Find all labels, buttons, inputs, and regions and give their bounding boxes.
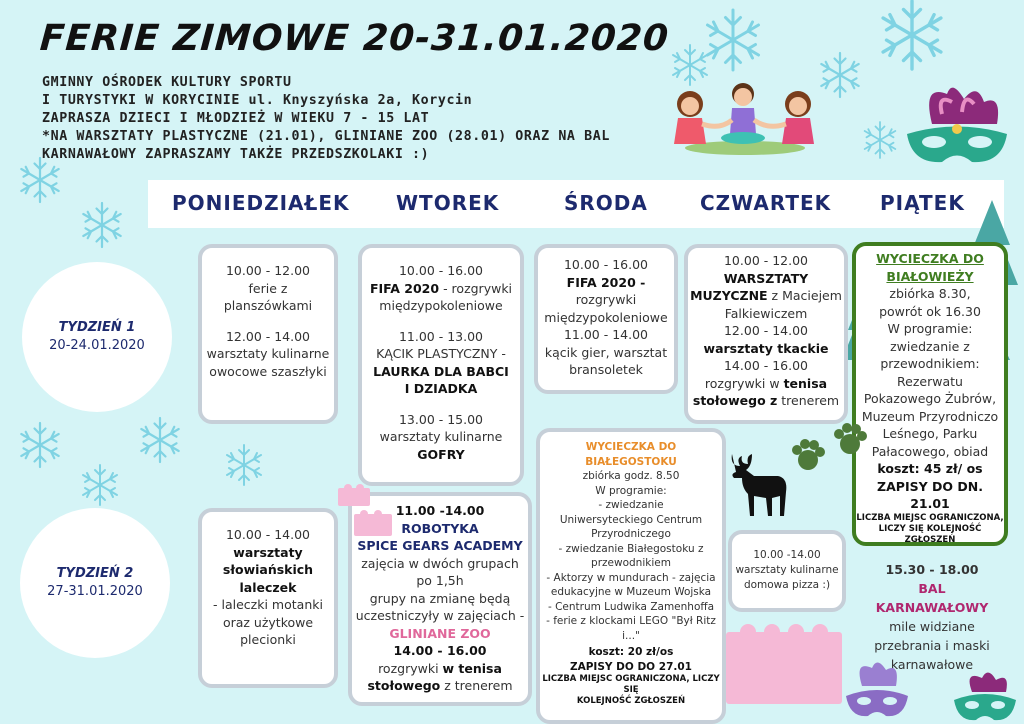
trip-line: - zwiedzanie Białegostoku z	[558, 542, 704, 555]
time: 10.00 -14.00	[753, 549, 821, 561]
activity-bold: stołowego	[367, 678, 441, 693]
week-dates: 27-31.01.2020	[47, 584, 143, 599]
time: 10.00 - 16.00	[398, 263, 484, 278]
activity: trenerem	[777, 393, 840, 408]
activity: przebrania i maski	[874, 638, 990, 653]
activity: planszówkami	[223, 298, 313, 313]
time: 11.00 - 14.00	[563, 327, 648, 342]
trip-line: Pałacowego, obiad	[871, 443, 989, 459]
time: 10.00 - 12.00	[723, 253, 809, 268]
moose-icon	[726, 448, 792, 518]
day-tuesday: WTOREK	[396, 191, 500, 215]
activity: rozgrywki	[378, 660, 443, 676]
activity: grupy na zmianę będą	[369, 590, 511, 606]
intro-line: ZAPRASZA DZIECI I MŁODZIEŻ W WIEKU 7 - 15 LAT	[42, 111, 430, 126]
day-friday: PIĄTEK	[880, 191, 965, 215]
trip-bialowieza-link[interactable]: WYCIECZKA DO	[876, 251, 984, 266]
activity-bold: laleczek	[239, 579, 297, 595]
trip-line: W programie:	[595, 484, 667, 497]
trip-deadline: ZAPISY DO DN. 21.01	[877, 478, 983, 511]
week-1-circle	[22, 262, 172, 412]
intro-line: GMINNY OŚRODEK KULTURY SPORTU	[42, 75, 292, 90]
activity: z trenerem	[440, 678, 513, 693]
activity-bold: warsztaty tkackie	[703, 340, 829, 356]
trip-line: i..."	[622, 629, 640, 642]
paw-icon	[832, 422, 868, 458]
trip-line: W programie:	[887, 321, 973, 336]
snowflake-icon	[227, 445, 261, 485]
time: 14.00 - 16.00	[393, 643, 487, 658]
activity: KĄCIK PLASTYCZNY -	[376, 346, 506, 361]
trip-line: Pokazowego Żubrów,	[863, 391, 997, 406]
trip-line: - ferie z klockami LEGO "Był Ritz	[546, 615, 716, 627]
trip-limit: LICZBA MIEJSC OGRANICZONA,	[856, 512, 1004, 523]
time: 12.00 - 14.00	[723, 323, 809, 338]
trip-line: - Centrum Ludwika Zamenhoffa	[547, 600, 715, 613]
activity: karnawałowe	[890, 657, 974, 672]
trip-cost: koszt: 45 zł/ os	[877, 461, 983, 476]
activity: międzypokoleniowe	[379, 298, 503, 313]
time: 10.00 - 12.00	[225, 263, 310, 278]
time: 10.00 - 16.00	[563, 257, 648, 272]
activity: z Maciejem	[767, 288, 842, 303]
activity: mile widziane	[889, 619, 975, 634]
time: 11.00 -14.00	[395, 503, 485, 518]
trip-line: Muzeum Przyrodniczo	[861, 408, 999, 424]
activity: Falkiewiczem	[724, 305, 808, 321]
week-label: TYDZIEŃ 1	[58, 320, 136, 335]
intro-line: *NA WARSZTATY PLASTYCZNE (21.01), GLINIANE ZOO (28.01) ORAZ NA BAL	[42, 129, 610, 144]
day-wednesday: ŚRODA	[564, 191, 648, 215]
activity: ferie z	[248, 280, 288, 296]
snowflake-icon	[83, 465, 117, 505]
activity-bal: BAL	[918, 581, 946, 596]
trip-line: Uniwersyteckiego Centrum	[559, 513, 703, 526]
trip-deadline: ZAPISY DO DO 27.01	[570, 660, 692, 673]
activity-bold: stołowego z	[692, 393, 778, 408]
trip-bialystok-title: BIAŁEGOSTOKU	[585, 455, 677, 468]
week-label: TYDZIEŃ 2	[56, 566, 134, 581]
activity-bold: warsztaty	[233, 544, 303, 560]
card-week2-monday	[198, 508, 338, 688]
activity: kącik gier, warsztat	[544, 344, 668, 360]
lego-brick-icon	[722, 616, 846, 708]
trip-bialystok-title: WYCIECZKA DO	[585, 441, 677, 453]
trip-line: Rezerwatu	[897, 373, 963, 389]
activity: bransoletek	[569, 362, 643, 377]
card-week1-friday	[852, 242, 1008, 546]
time: 12.00 - 14.00	[225, 328, 311, 344]
time: 13.00 - 15.00	[398, 411, 484, 427]
activity: warsztaty kulinarne	[379, 429, 503, 444]
snowflake-icon	[708, 10, 759, 70]
activity: warsztaty kulinarne	[735, 564, 839, 576]
activity: warsztaty kulinarne	[206, 346, 330, 361]
snowflake-icon	[883, 1, 941, 69]
trip-line: - Aktorzy w mundurach - zajęcia	[546, 571, 716, 584]
day-thursday: CZWARTEK	[700, 191, 832, 215]
carnival-mask-icon	[902, 84, 1012, 174]
card-week2-thursday	[728, 530, 846, 612]
week-2-circle	[20, 508, 170, 658]
trip-line: zbiórka godz. 8.50	[582, 470, 680, 482]
activity-clay-zoo: GLINIANE ZOO	[389, 625, 491, 641]
activity: oraz użytkowe	[222, 614, 314, 630]
paw-icon	[790, 438, 826, 474]
activity-bold: I DZIADKA	[404, 381, 478, 396]
trip-line: przewodnikiem:	[880, 356, 980, 371]
trip-limit: LICZY SIĘ KOLEJNOŚĆ ZGŁOSZEŃ	[878, 523, 982, 545]
trip-line: zwiedzanie z	[890, 338, 970, 354]
day-monday: PONIEDZIAŁEK	[172, 191, 350, 215]
activity-bold: tenisa	[783, 375, 828, 391]
time: 15.30 - 18.00	[885, 562, 979, 577]
activity-robotics: SPICE GEARS ACADEMY	[357, 538, 523, 553]
week-dates: 20-24.01.2020	[49, 338, 145, 353]
intro-line: I TURYSTYKI W KORYCINIE ul. Knyszyńska 2a, Korycin	[42, 93, 473, 108]
time: 14.00 - 16.00	[723, 358, 809, 373]
carnival-mask-icon	[842, 656, 912, 722]
time: 10.00 - 14.00	[225, 527, 311, 542]
time: 11.00 - 13.00	[398, 328, 483, 344]
trip-line: edukacyjne w Muzeum Wojska	[550, 586, 712, 598]
snowflake-icon	[21, 158, 58, 202]
activity: rozgrywki w	[704, 375, 784, 391]
activity: owocowe szaszłyki	[209, 363, 327, 379]
activity-bal: KARNAWAŁOWY	[875, 600, 989, 615]
carnival-mask-icon	[950, 668, 1020, 724]
lego-brick-icon	[336, 480, 396, 540]
activity-bold: FIFA 2020	[369, 280, 440, 296]
trip-line: - zwiedzanie	[598, 499, 664, 511]
trip-line: zbiórka 8.30,	[889, 286, 971, 301]
trip-bialowieza-link[interactable]: BIAŁOWIEŻY	[886, 268, 974, 284]
activity-bold: słowiańskich	[222, 562, 314, 577]
trip-line: Przyrodniczego	[591, 528, 671, 540]
activity-bold: FIFA 2020 -	[566, 274, 646, 290]
activity-bold: LAURKA DLA BABCI	[373, 363, 509, 379]
trip-limit: LICZBA MIEJSC OGRANICZONA, LICZY SIĘ	[542, 674, 720, 695]
activity-bold: w tenisa	[442, 660, 502, 676]
card-week1-wednesday	[534, 244, 678, 394]
card-week1-monday	[198, 244, 338, 424]
trip-line: Leśnego, Parku	[882, 426, 978, 441]
activity: domowa pizza :)	[743, 579, 831, 591]
activity: plecionki	[240, 632, 296, 647]
activity: po 1,5h	[416, 573, 464, 588]
page-title: FERIE ZIMOWE 20-31.01.2020	[38, 18, 671, 59]
trip-line: przewodnikiem	[591, 557, 671, 569]
intro-line: KARNAWAŁOWY ZAPRASZAMY TAKŻE PRZEDSZKOLAKI :)	[42, 147, 430, 162]
activity: rozgrywki	[575, 292, 637, 307]
trip-line: powrót ok 16.30	[879, 303, 981, 319]
activity-bold: MUZYCZNE	[690, 288, 768, 303]
activity: - rozgrywki	[439, 280, 513, 296]
activity: zajęcia w dwóch grupach	[361, 555, 519, 571]
snowflake-icon	[865, 122, 896, 158]
children-illustration	[660, 78, 830, 158]
activity: - laleczki motanki	[213, 597, 323, 612]
card-week1-tuesday	[358, 244, 524, 486]
snowflake-icon	[83, 203, 120, 247]
snowflake-icon	[141, 418, 178, 462]
trip-limit: KOLEJNOŚĆ ZGŁOSZEŃ	[576, 696, 686, 706]
activity: uczestniczyły w zajęciach -	[355, 608, 525, 623]
trip-cost: koszt: 20 zł/os	[588, 646, 674, 658]
activity-bold: WARSZTATY	[723, 270, 809, 286]
snowflake-icon	[21, 423, 58, 467]
card-week1-thursday	[684, 244, 848, 424]
activity: międzypokoleniowe	[544, 309, 668, 325]
activity-bold: GOFRY	[417, 446, 465, 462]
activity-robotics: ROBOTYKA	[401, 520, 479, 536]
card-week2-wednesday	[536, 428, 726, 724]
intro-text	[42, 74, 610, 164]
